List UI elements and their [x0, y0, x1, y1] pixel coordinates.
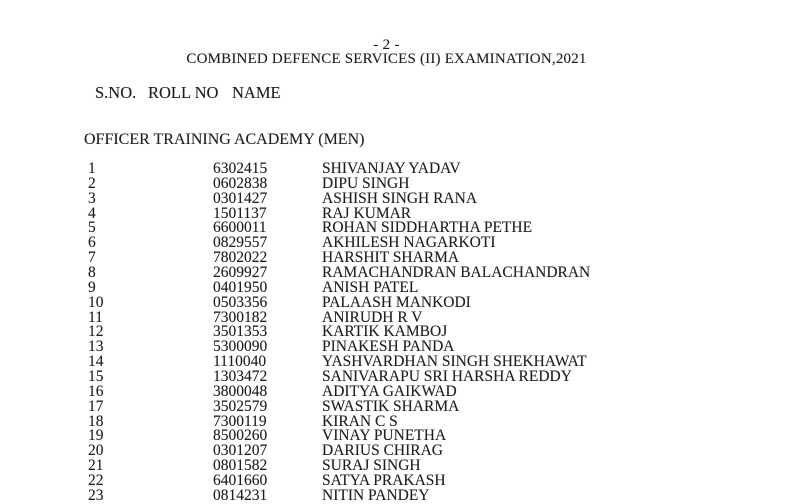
candidate-name-cell: KARTIK KAMBOJ — [322, 323, 448, 341]
sno-cell: 7 — [88, 249, 96, 267]
candidate-name-cell: SURAJ SINGH — [322, 457, 421, 475]
document-title: COMBINED DEFENCE SERVICES (II) EXAMINATION,2021 — [186, 51, 587, 67]
candidate-name-cell: SWASTIK SHARMA — [322, 397, 460, 415]
sno-cell: 12 — [88, 323, 104, 341]
column-header-sno: S.NO. — [95, 83, 137, 102]
roll-number-cell: 0814231 — [213, 486, 268, 504]
sno-cell: 21 — [88, 457, 104, 475]
candidate-name-cell: PINAKESH PANDA — [322, 338, 455, 356]
roll-number-cell: 3800048 — [213, 382, 268, 400]
sno-cell: 23 — [88, 486, 104, 504]
sno-cell: 18 — [88, 412, 104, 430]
column-headers — [0, 84, 801, 102]
candidate-name-cell: SATYA PRAKASH — [322, 472, 446, 490]
sno-cell: 15 — [88, 368, 104, 386]
roll-number-cell: 7300182 — [213, 308, 268, 326]
roll-number-cell: 0602838 — [213, 174, 268, 192]
roll-number-cell: 0829557 — [213, 234, 268, 252]
roll-number-cell: 6600011 — [213, 219, 267, 237]
column-header-name: NAME — [232, 83, 281, 102]
candidate-name-cell: DIPU SINGH — [322, 174, 410, 192]
roll-number-cell: 8500260 — [213, 427, 268, 445]
candidate-name-cell: ANISH PATEL — [322, 278, 419, 296]
roll-number-cell: 0401950 — [213, 278, 268, 296]
roll-number-cell: 0503356 — [213, 293, 268, 311]
sno-cell: 5 — [88, 219, 96, 237]
candidate-name-cell: NITIN PANDEY — [322, 486, 430, 504]
roll-number-cell: 1303472 — [213, 368, 268, 386]
sno-cell: 10 — [88, 293, 104, 311]
sno-cell: 1 — [88, 160, 96, 177]
candidate-name-cell: DARIUS CHIRAG — [322, 442, 443, 460]
sno-cell: 13 — [88, 338, 104, 356]
candidate-name-cell: HARSHIT SHARMA — [322, 249, 460, 267]
sno-cell: 19 — [88, 427, 104, 445]
roll-number-cell: 6401660 — [213, 472, 268, 490]
roll-number-cell: 6302415 — [213, 160, 268, 177]
roll-list — [0, 162, 801, 504]
sno-cell: 6 — [88, 234, 96, 252]
sno-cell: 22 — [88, 472, 104, 490]
candidate-name-cell: YASHVARDHAN SINGH SHEKHAWAT — [322, 353, 587, 371]
candidate-name-cell: ASHISH SINGH RANA — [322, 189, 478, 207]
candidate-name-cell: VINAY PUNETHA — [322, 427, 447, 445]
candidate-name-cell: AKHILESH NAGARKOTI — [322, 234, 496, 252]
sno-cell: 9 — [88, 278, 96, 296]
page-number: - 2 - — [373, 37, 400, 53]
section-heading-officer-training-academy-men: OFFICER TRAINING ACADEMY (MEN) — [84, 131, 365, 148]
candidate-name-cell: KIRAN C S — [322, 412, 398, 430]
roll-number-cell: 7300119 — [213, 412, 267, 430]
candidate-name-cell: RAJ KUMAR — [322, 204, 412, 222]
roll-number-cell: 0301427 — [213, 189, 268, 207]
candidate-name-cell: PALAASH MANKODI — [322, 293, 471, 311]
sno-cell: 2 — [88, 174, 96, 192]
sno-cell: 16 — [88, 382, 104, 400]
candidate-name-cell: SANIVARAPU SRI HARSHA REDDY — [322, 368, 572, 386]
candidate-name-cell: ANIRUDH R V — [322, 308, 423, 326]
sno-cell: 4 — [88, 204, 96, 222]
candidate-name-cell: ADITYA GAIKWAD — [322, 382, 457, 400]
sno-cell: 3 — [88, 189, 96, 207]
roll-number-cell: 1110040 — [213, 353, 267, 371]
roll-number-cell: 3502579 — [213, 397, 268, 415]
roll-number-cell: 7802022 — [213, 249, 268, 267]
candidate-name-cell: RAMACHANDRAN BALACHANDRAN — [322, 264, 591, 282]
candidate-name-cell: SHIVANJAY YADAV — [322, 160, 461, 177]
table-row — [0, 397, 801, 415]
sno-cell: 20 — [88, 442, 104, 460]
sno-cell: 17 — [88, 397, 104, 415]
sno-cell: 14 — [88, 353, 104, 371]
column-header-roll-no: ROLL NO — [148, 83, 219, 102]
roll-number-cell: 5300090 — [213, 338, 268, 356]
sno-cell: 8 — [88, 264, 96, 282]
roll-number-cell: 1501137 — [213, 204, 267, 222]
roll-number-cell: 2609927 — [213, 264, 268, 282]
roll-number-cell: 3501353 — [213, 323, 268, 341]
roll-number-cell: 0801582 — [213, 457, 268, 475]
candidate-name-cell: ROHAN SIDDHARTHA PETHE — [322, 219, 533, 237]
table-row — [0, 486, 801, 504]
roll-number-cell: 0301207 — [213, 442, 268, 460]
sno-cell: 11 — [88, 308, 103, 326]
